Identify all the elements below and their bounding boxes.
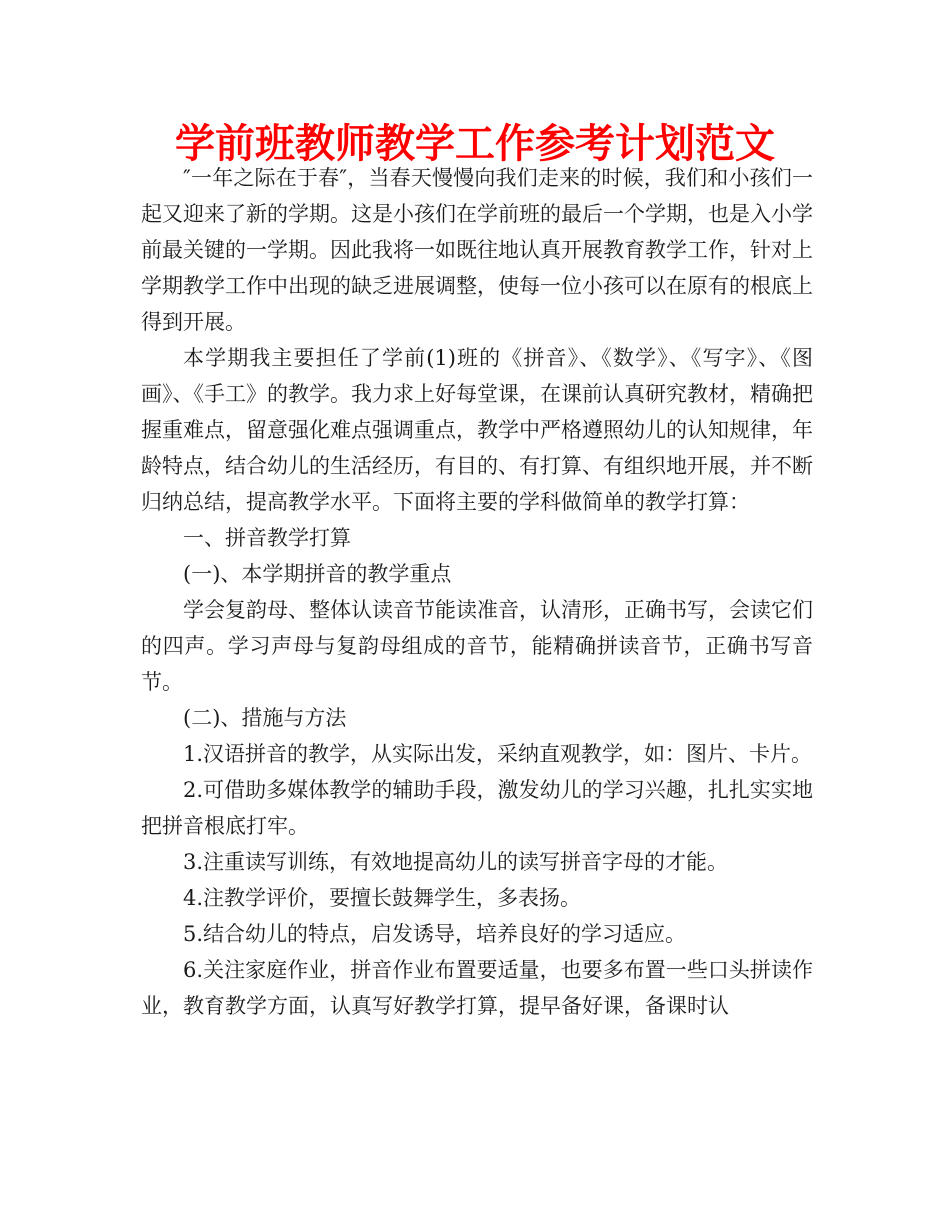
paragraph-duties: 本学期我主要担任了学前(1)班的《拼音》、《数学》、《写字》、《图画》、《手工》的教学。我力求上好每堂课，在课前认真研究教材，精确把握重难点，留意强化难点强调重点，教学中严格遵照幼儿的认知规律，年龄特点，结合幼儿的生活经历，有目的、有打算、有组织地开展，并不断归纳总结，提高教学水平。下面将主要的学科做简单的教学打算： — [141, 346, 813, 514]
subsection-heading-focus: (一)、本学期拼音的教学重点 — [183, 562, 452, 586]
list-item-3: 3.注重读写训练，有效地提高幼儿的读写拼音字母的才能。 — [183, 850, 729, 874]
list-item-6: 6.关注家庭作业，拼音作业布置要适量，也要多布置一些口头拼读作业，教育教学方面，认真写好教学打算，提早备好课，备课时认 — [141, 958, 813, 1018]
list-item-5: 5.结合幼儿的特点，启发诱导，培养良好的学习适应。 — [183, 922, 687, 946]
list-item-1: 1.汉语拼音的教学，从实际出发，采纳直观教学，如：图片、卡片。 — [183, 742, 813, 766]
list-item-4: 4.注教学评价，要擅长鼓舞学生，多表扬。 — [183, 886, 582, 910]
list-item-2: 2.可借助多媒体教学的辅助手段，激发幼儿的学习兴趣，扎扎实实地把拼音根底打牢。 — [141, 778, 813, 838]
document-body — [141, 160, 813, 1024]
subsection-heading-methods: (二)、措施与方法 — [183, 706, 347, 730]
document-title: 学前班教师教学工作参考计划范文 — [175, 121, 775, 167]
section-heading-pinyin: 一、拼音教学打算 — [183, 526, 351, 550]
paragraph-focus: 学会复韵母、整体认读音节能读准音，认清形，正确书写，会读它们的四声。学习声母与复韵母组成的音节，能精确拼读音节，正确书写音节。 — [141, 598, 813, 694]
paragraph-intro: ″一年之际在于春″，当春天慢慢向我们走来的时候，我们和小孩们一起又迎来了新的学期。这是小孩们在学前班的最后一个学期，也是入小学前最关键的一学期。因此我将一如既往地认真开展教育教学工作，针对上学期教学工作中出现的缺乏进展调整，使每一位小孩可以在原有的根底上得到开展。 — [141, 166, 813, 334]
